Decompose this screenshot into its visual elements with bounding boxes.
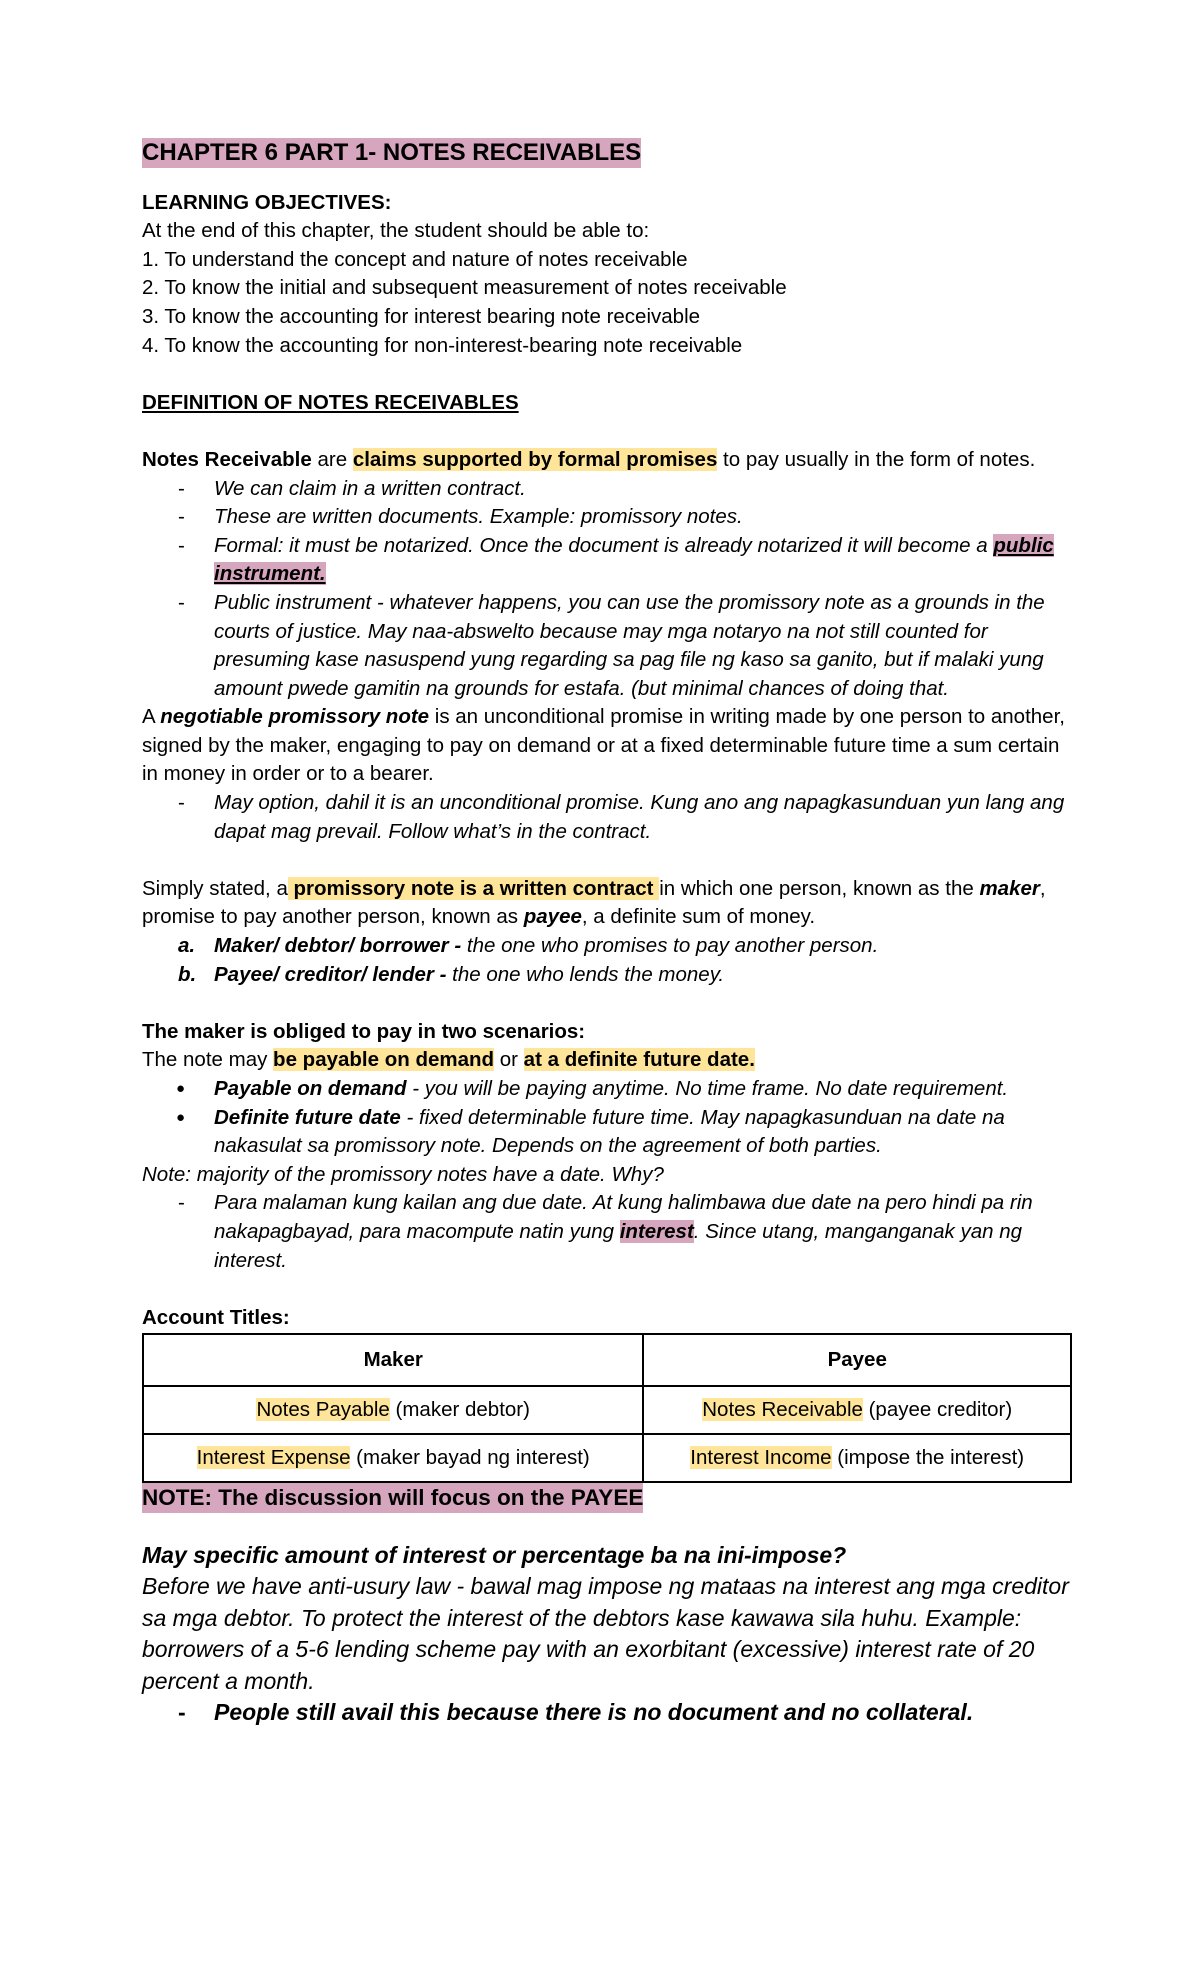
scenario-desc: - you will be paying anytime. No time frame. No date requirement. [406,1077,1009,1100]
interest-highlight: interest [619,1219,694,1243]
chapter-title [142,138,1072,169]
scenario-term: Payable on demand [214,1077,407,1100]
scenario-term: Definite future date [214,1105,401,1129]
list-item [142,1189,1072,1275]
scenarios-or: or [494,1048,524,1072]
simply-post: in which one person, known as the [659,876,980,900]
list-item: - Public instrument - whatever happens, you can use the promissory note as a grounds in the courts of justice. May naa-abswelto because may mga notaryo na not still counted for presuming kase nasuspend yung regarding sa pag file ng kaso sa ganito, but if malaki yung amount pwede gamitin na grounds for estafa. (but minimal chances of doing that. [142,589,1072,703]
list-item: - These are written documents. Example: promissory notes. [142,503,1072,532]
list-item [142,932,1072,961]
list-item [142,1104,1072,1161]
list-item [142,961,1072,990]
objective-item: 1. To understand the concept and nature of notes receivable [142,247,688,271]
party-term: Payee/ creditor/ lender - [214,962,447,986]
account-title: Interest Income [690,1446,832,1470]
focus-note-text: NOTE: The discussion will focus on the PAYEE [142,1483,643,1513]
account-desc: (maker bayad ng interest) [350,1446,590,1470]
party-term: Maker/ debtor/ borrower - [214,934,462,958]
scenarios-line [142,1046,1072,1075]
list-item: - People still avail this because there is no document and no collateral. [142,1697,1072,1728]
notes-receivable-term: Notes Receivable [142,447,312,471]
maker-term: maker [979,876,1040,900]
column-header-maker: Maker [143,1334,643,1386]
interest-question: May specific amount of interest or percentage ba na ini-impose? [142,1541,847,1568]
table-header-row [143,1334,1071,1386]
negotiable-bullets [142,789,1072,846]
notes-receivable-definition [142,446,1072,475]
simply-stated-paragraph [142,875,1072,904]
party-desc: the one who lends the money. [446,962,725,986]
public-instrument-highlight: public instrument. [214,533,1054,586]
table-row [143,1434,1071,1482]
negotiable-a: A [142,705,161,729]
account-titles-table [142,1333,1072,1483]
focus-note [142,1483,1072,1514]
list-marker: b. [178,962,197,986]
due-date-pre: Para malaman kung kailan ang due date. At kung halimbawa due date na pero hindi pa rin nakapagbayad, para macompute natin yung [214,1191,1033,1243]
line2-post: , a definite sum of money. [581,905,816,929]
account-title: Notes Receivable [702,1398,863,1422]
payee-term: payee [523,905,582,929]
majority-note: Note: majority of the promissory notes have a date. Why? [142,1162,664,1186]
scenarios-heading: The maker is obliged to pay in two scenarios: [142,1019,586,1043]
scenario-desc: - fixed determinable future time. May napagkasunduan na date na nakasulat sa promissory note. Depends on the agreement of both parties. [214,1105,1005,1158]
account-titles-heading: Account Titles: [142,1305,290,1329]
definition-bullets [142,475,1072,704]
nr-are: are [311,447,353,471]
usury-paragraph: Before we have anti-usury law - bawal mag impose ng mataas na interest ang mga creditor sa mga debtor. To protect the interest of the debtors kase kawawa sila huhu. Example: borrowers of a 5-6 lending scheme pay with an exorbitant (excessive) interest rate of 20 percent a month. [142,1573,1069,1694]
account-desc: (maker debtor) [389,1398,530,1422]
scenarios-pre: The note may [142,1048,274,1072]
account-title: Interest Expense [196,1446,351,1470]
table-cell [143,1434,643,1482]
list-item [142,1075,1072,1104]
negotiable-rest: is an unconditional promise in writing made by one person to another, signed by the maker, engaging to pay on demand or at a fixed determinable future time a sum certain in money in order or to a bearer. [142,705,1065,786]
account-desc: (payee creditor) [862,1398,1013,1422]
list-marker: a. [178,934,196,958]
list-item: - May option, dahil it is an unconditional promise. Kung ano ang napagkasunduan yun lang ang dapat mag prevail. Follow what’s in the contract. [142,789,1072,846]
list-item: - We can claim in a written contract. [142,475,1072,504]
objectives-intro: At the end of this chapter, the student should be able to: [142,219,650,243]
objective-item: 3. To know the accounting for interest bearing note receivable [142,304,701,328]
usury-bullets [142,1697,1072,1728]
chapter-title-text: CHAPTER 6 PART 1- NOTES RECEIVABLES [142,139,642,166]
table-cell [143,1386,643,1434]
objectives-heading: LEARNING OBJECTIVES: [142,190,392,214]
nr-rest: to pay usually in the form of notes. [717,447,1036,471]
column-header-payee: Payee [643,1334,1071,1386]
definition-heading: DEFINITION OF NOTES RECEIVABLES [142,390,519,414]
simply-comma: , [1039,876,1046,900]
table-cell [643,1386,1071,1434]
table-cell [643,1434,1071,1482]
account-desc: (impose the interest) [831,1446,1025,1470]
objective-item: 2. To know the initial and subsequent measurement of notes receivable [142,276,787,300]
simply-pre: Simply stated, a [142,876,288,900]
list-item [142,532,1072,589]
party-desc: the one who promises to pay another person. [461,934,879,958]
scenario-bullets [142,1075,1072,1161]
table-row [143,1386,1071,1434]
due-date-post: . Since utang, manganganak yan ng interest. [214,1219,1023,1272]
formal-text: Formal: it must be notarized. Once the document is already notarized it will become a [214,533,994,557]
account-title: Notes Payable [256,1398,390,1422]
payable-on-demand-highlight: be payable on demand [273,1048,495,1072]
line2-pre: promise to pay another person, known as [142,905,524,929]
document-content [142,138,1072,1728]
definite-date-highlight: at a definite future date. [523,1048,755,1072]
nr-highlight: claims supported by formal promises [352,447,718,471]
due-date-bullets [142,1189,1072,1275]
parties-list [142,932,1072,989]
negotiable-note-definition [142,703,1072,789]
simply-stated-line2 [142,903,1072,932]
objective-item: 4. To know the accounting for non-interest-bearing note receivable [142,333,743,357]
negotiable-term: negotiable promissory note [160,705,430,729]
simply-highlight: promissory note is a written contract [287,876,660,900]
